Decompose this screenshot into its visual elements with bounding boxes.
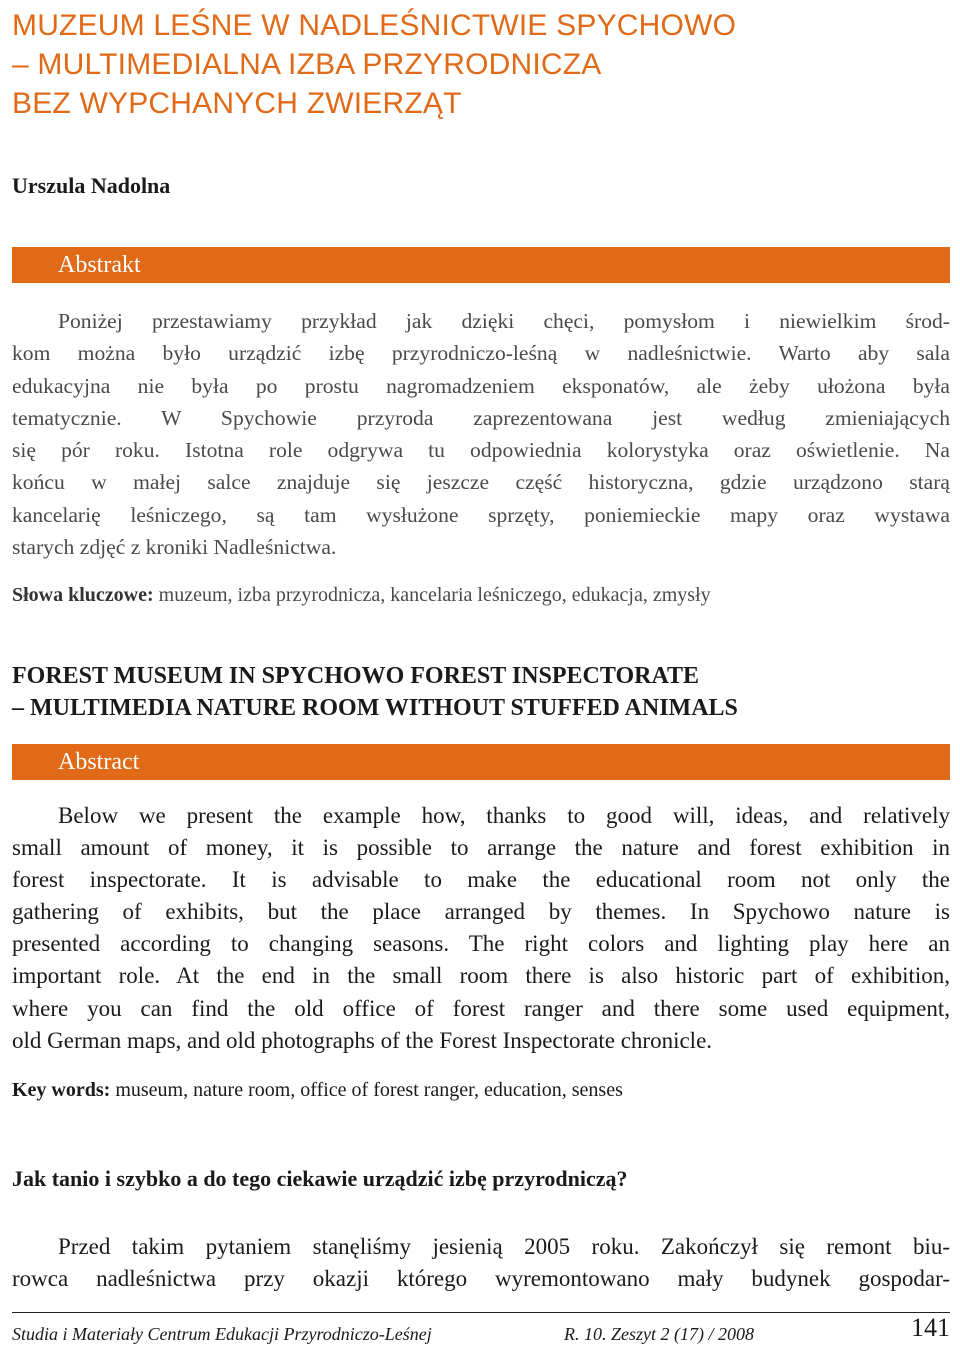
article-page bbox=[12, 0, 950, 1347]
abstract-en-line: forest inspectorate. It is advisable to make the educational room not only the bbox=[12, 867, 950, 893]
title-pl-line-2: – MULTIMEDIALNA IZBA PRZYRODNICZA bbox=[12, 48, 602, 81]
article-title-english bbox=[12, 660, 738, 724]
abstract-pl-heading-bar: Abstrakt bbox=[12, 247, 950, 283]
title-pl-line-3: BEZ WYPCHANYCH ZWIERZĄT bbox=[12, 87, 462, 120]
title-en-line-2: – MULTIMEDIA NATURE ROOM WITHOUT STUFFED ANIMALS bbox=[12, 695, 738, 721]
abstract-pl-line: kom można było urządzić izbę przyrodniczo-leśną w nadleśnictwie. Warto aby sala bbox=[12, 341, 950, 366]
footer-volume-info: R. 10. Zeszyt 2 (17) / 2008 bbox=[564, 1324, 754, 1344]
footer-divider bbox=[12, 1312, 950, 1313]
page-footer bbox=[12, 1313, 950, 1346]
abstract-en-line: important role. At the end in the small room there is also historic part of exhibition, bbox=[12, 963, 950, 989]
abstract-pl-line: starych zdjęć z kroniki Nadleśnictwa. bbox=[12, 535, 337, 560]
article-title-polish bbox=[12, 6, 950, 123]
abstract-en-line: old German maps, and old photographs of the Forest Inspectorate chronicle. bbox=[12, 1027, 713, 1053]
body-line: Przed takim pytaniem stanęliśmy jesienią 2005 roku. Zakończył się remont biu- bbox=[58, 1234, 950, 1259]
abstract-en-line: presented according to changing seasons. The right colors and lighting play here an bbox=[12, 931, 950, 957]
title-en-line-1: FOREST MUSEUM IN SPYCHOWO FOREST INSPECTORATE bbox=[12, 663, 700, 689]
abstract-en-line: Below we present the example how, thanks to good will, ideas, and relatively bbox=[58, 803, 950, 828]
keywords-pl-label: Słowa kluczowe: bbox=[12, 584, 154, 606]
body-line: rowca nadleśnictwa przy okazji którego wyremontowano mały budynek gospodar- bbox=[12, 1266, 950, 1291]
section-body-text bbox=[12, 1231, 950, 1295]
keywords-pl bbox=[12, 581, 711, 609]
abstract-pl-line: kancelarię leśniczego, są tam wysłużone sprzęty, poniemieckie mapy oraz wystawa bbox=[12, 502, 950, 527]
keywords-en-values: museum, nature room, office of forest ranger, education, senses bbox=[110, 1079, 623, 1101]
author-name: Urszula Nadolna bbox=[12, 173, 171, 198]
abstract-en-line: small amount of money, it is possible to arrange the nature and forest exhibition in bbox=[12, 835, 950, 861]
page-number: 141 bbox=[911, 1313, 950, 1342]
abstract-pl-line: edukacyjna nie była po prostu nagromadzeniem eksponatów, ale żeby ułożona była bbox=[12, 373, 950, 398]
abstract-pl-text bbox=[12, 305, 950, 563]
section-heading: Jak tanio i szybko a do tego ciekawie urządzić izbę przyrodniczą? bbox=[12, 1166, 628, 1191]
abstract-pl-line: tematycznie. W Spychowie przyroda zaprezentowana jest według zmieniających bbox=[12, 405, 950, 430]
abstract-pl-line: Poniżej przestawiamy przykład jak dzięki chęci, pomysłom i niewielkim środ- bbox=[58, 309, 950, 333]
abstract-en-line: where you can find the old office of forest ranger and there some used equipment, bbox=[12, 995, 950, 1021]
keywords-pl-values: muzeum, izba przyrodnicza, kancelaria leśniczego, edukacja, zmysły bbox=[153, 584, 711, 606]
abstract-pl-line: się pór roku. Istotna role odgrywa tu odpowiednia kolorystyka oraz oświetlenie. Na bbox=[12, 438, 950, 463]
abstract-pl-line: końcu w małej salce znajduje się jeszcze część historyczna, gdzie urządzono starą bbox=[12, 470, 950, 495]
title-pl-line-1: MUZEUM LEŚNE W NADLEŚNICTWIE SPYCHOWO bbox=[12, 9, 737, 42]
keywords-en-label: Key words: bbox=[12, 1079, 111, 1101]
keywords-en bbox=[12, 1076, 623, 1104]
abstract-en-line: gathering of exhibits, but the place arranged by themes. In Spychowo nature is bbox=[12, 899, 950, 925]
abstract-en-heading-bar: Abstract bbox=[12, 744, 950, 780]
footer-journal-name: Studia i Materiały Centrum Edukacji Przyrodniczo-Leśnej bbox=[12, 1324, 432, 1344]
abstract-en-text bbox=[12, 800, 950, 1057]
